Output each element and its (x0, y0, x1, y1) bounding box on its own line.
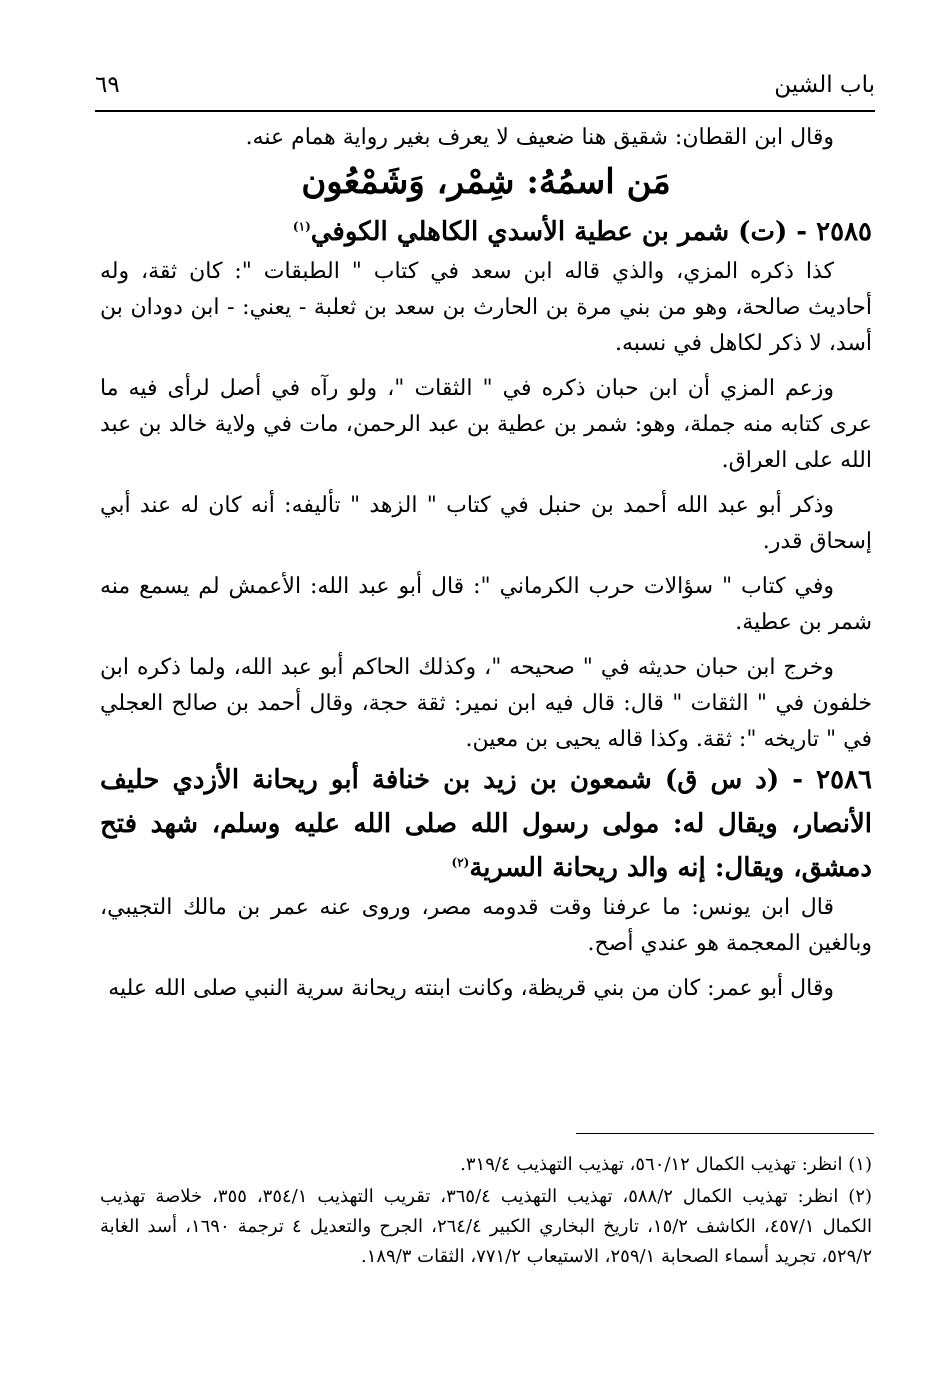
intro-paragraph: وقال ابن القطان: شقيق هنا ضعيف لا يعرف بغير رواية همام عنه. (245, 125, 834, 150)
footnote-rule (576, 1133, 874, 1134)
entry-paragraph: وفي كتاب " سؤالات حرب الكرماني ": قال أبو عبد الله: الأعمش لم يسمع منه شمر بن عطية. (100, 574, 872, 635)
entry-heading-2585 (100, 210, 872, 254)
paragraph-gap (100, 362, 872, 371)
entry-heading-text: ٢٥٨٦ - (د س ق) شمعون بن زيد بن خنافة أبو ريحانة الأزدي حليف الأنصار، ويقال له: مولى رسول الله صلى الله عليه وسلم، شهد فتح دمشق، ويقال: إنه والد ريحانة السرية (100, 765, 872, 883)
page-header (95, 68, 875, 108)
page-body (100, 120, 872, 1007)
chapter-title: مَن اسمُهُ: شِمْر، وَشَمْعُون (301, 162, 671, 202)
entry-heading-text: ٢٥٨٥ - (ت) شمر بن عطية الأسدي الكاهلي الكوفي (310, 217, 872, 247)
footnote: (١) انظر: تهذيب الكمال ٥٦٠/١٢، تهذيب التهذيب ٣١٩/٤. (460, 1154, 872, 1175)
entry-paragraph: وذكر أبو عبد الله أحمد بن حنبل في كتاب " الزهد " تأليفه: أنه كان له عند أبي إسحاق قدر. (100, 493, 872, 554)
paragraph-gap (100, 560, 872, 569)
entry-paragraph: وخرج ابن حبان حديثه في " صحيحه "، وكذلك الحاكم أبو عبد الله، ولما ذكره ابن خلفون في " الثقات " قال: قال فيه ابن نمير: ثقة حجة، وقال أحمد بن صالح العجلي في " تاريخه ": ثقة. وكذا قاله يحيى بن معين. (100, 655, 872, 752)
header-rule (95, 110, 875, 112)
footnote-ref: (٢) (451, 855, 470, 870)
section-title: باب الشين (774, 72, 875, 98)
paragraph-gap (100, 479, 872, 488)
footnotes (100, 1150, 872, 1274)
page-number: ٦٩ (95, 72, 120, 98)
entry-heading-2586 (100, 758, 872, 890)
entry-paragraph: وزعم المزي أن ابن حبان ذكره في " الثقات "، ولو رآه في أصل لرأى فيه ما عرى كتابه منه جملة، وهو: شمر بن عطية بن عبد الرحمن، مات في ولاية خالد بن عبد الله على العراق. (100, 376, 872, 473)
entry-paragraph: وقال أبو عمر: كان من بني قريظة، وكانت ابنته ريحانة سرية النبي صلى الله عليه (108, 976, 834, 1001)
footnote: (٢) انظر: تهذيب الكمال ٥٨٨/٢، تهذيب التهذيب ٣٦٥/٤، تقريب التهذيب ٣٥٤/١، ٣٥٥، خلاصة تهذيب الكمال ٤٥٧/١، الكاشف ١٥/٢، تاريخ البخاري الكبير ٢٦٤/٤، الجرح والتعديل ٤ ترجمة ١٦٩٠، أسد الغابة ٥٢٩/٢، تجريد أسماء الصحابة ٢٥٩/١، الاستيعاب ٧٧١/٢، الثقات ١٨٩/٣. (100, 1186, 873, 1267)
paragraph-gap (100, 962, 872, 971)
footnote-ref: (١) (292, 219, 311, 234)
entry-paragraph: كذا ذكره المزي، والذي قاله ابن سعد في كتاب " الطبقات ": كان ثقة، وله أحاديث صالحة، وهو من بني مرة بن الحارث بن سعد بن ثعلبة - يعني: - ابن دودان بن أسد، لا ذكر لكاهل في نسبه. (100, 259, 872, 356)
entry-paragraph: قال ابن يونس: ما عرفنا وقت قدومه مصر، وروى عنه عمر بن مالك التجيبي، وبالغين المعجمة هو عندي أصح. (100, 895, 872, 956)
paragraph-gap (100, 641, 872, 650)
